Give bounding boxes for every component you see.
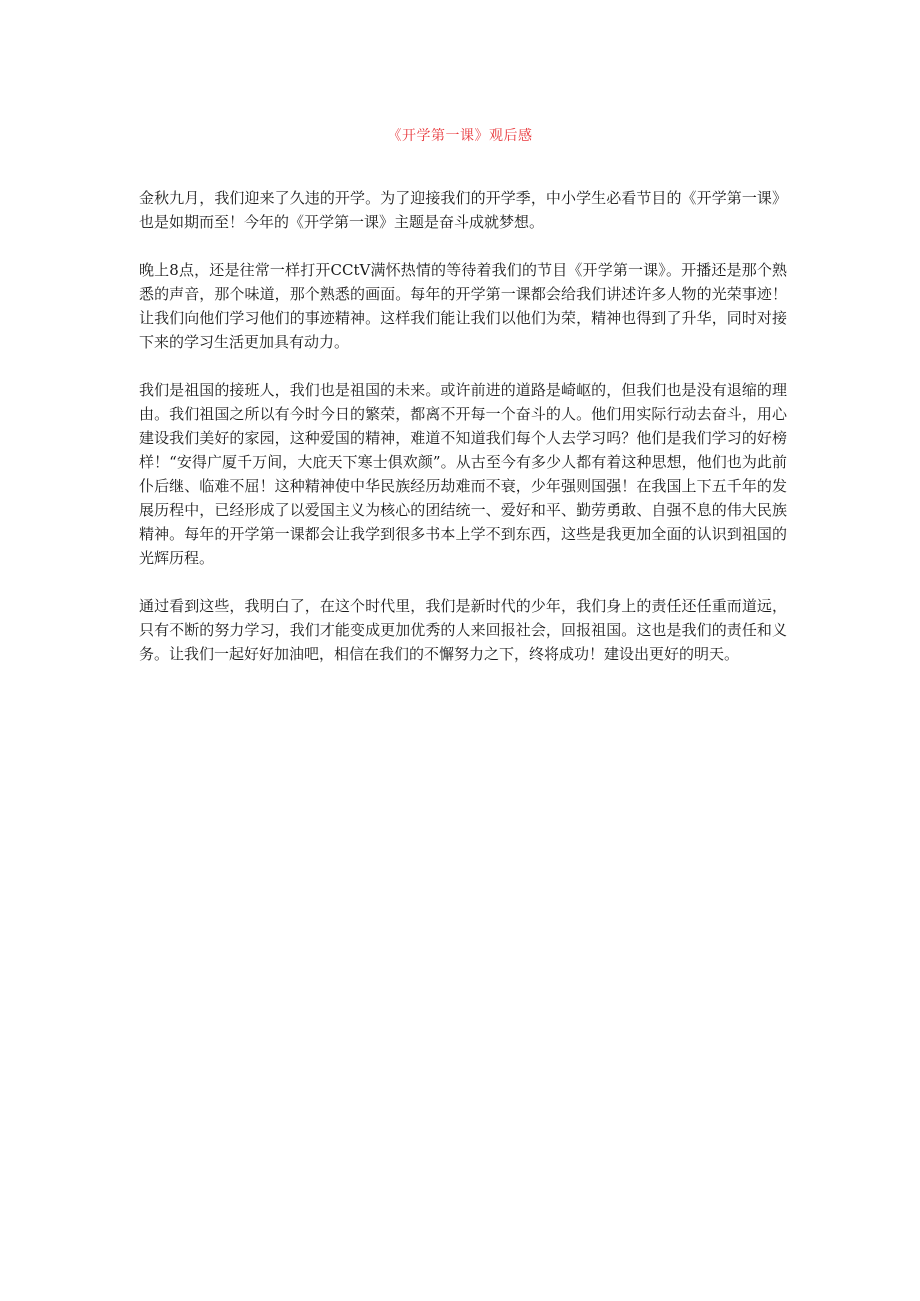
paragraph-2: 晚上8点，还是往常一样打开CCtV满怀热情的等待着我们的节目《开学第一课》。开播还是那个熟悉的声音，那个味道，那个熟悉的画面。每年的开学第一课都会给我们讲述许多人物的光荣事迹！让我们向他们学习他们的事迹精神。这样我们能让我们以他们为荣，精神也得到了升华，同时对接下来的学习生活更加具有动力。: [139, 261, 787, 351]
paragraph-4: 通过看到这些，我明白了，在这个时代里，我们是新时代的少年，我们身上的责任还任重而道远，只有不断的努力学习，我们才能变成更加优秀的人来回报社会，回报祖国。这也是我们的责任和义务。让我们一起好好加油吧，相信在我们的不懈努力之下，终将成功！建设出更好的明天。: [139, 597, 787, 663]
paragraph-3: 我们是祖国的接班人，我们也是祖国的未来。或许前进的道路是崎岖的，但我们也是没有退缩的理由。我们祖国之所以有今时今日的繁荣，都离不开每一个奋斗的人。他们用实际行动去奋斗，用心建设我们美好的家园，这种爱国的精神，难道不知道我们每个人去学习吗？他们是我们学习的好榜样！“安得广厦千万间，大庇天下寒士俱欢颜”。从古至今有多少人都有着这种思想，他们也为此前仆后继、临难不屈！这种精神使中华民族经历劫难而不衰，少年强则国强！在我国上下五千年的发展历程中，已经形成了以爱国主义为核心的团结统一、爱好和平、勤劳勇敢、自强不息的伟大民族精神。每年的开学第一课都会让我学到很多书本上学不到东西，这些是我更加全面的认识到祖国的光辉历程。: [139, 381, 787, 567]
document-body: [139, 186, 787, 690]
document-title: 《开学第一课》观后感: [387, 128, 533, 144]
paragraph-1: 金秋九月，我们迎来了久违的开学。为了迎接我们的开学季，中小学生必看节目的《开学第一课》也是如期而至！今年的《开学第一课》主题是奋斗成就梦想。: [139, 189, 787, 231]
